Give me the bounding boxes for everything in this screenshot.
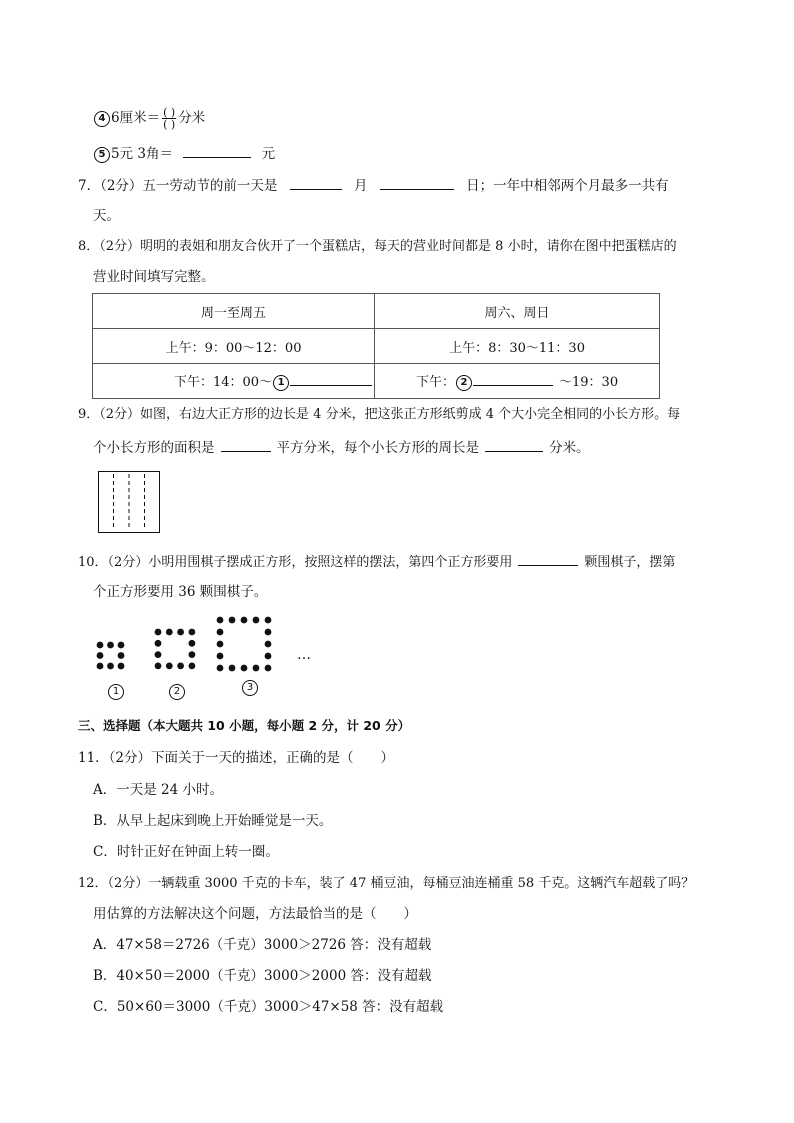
go-stone <box>107 642 114 649</box>
go-stone <box>217 617 224 624</box>
afternoon-weekend-cell <box>375 364 660 399</box>
q9-line2-b: 平方分米，每个小长方形的周长是 <box>276 440 479 456</box>
q11-option-a: A．一天是 24 小时。 <box>93 782 224 798</box>
fraction-denominator: ( ) <box>163 118 176 131</box>
go-stone <box>189 640 196 647</box>
section-3-title: 三、选择题（本大题共 10 小题，每小题 2 分，计 20 分） <box>78 718 411 733</box>
go-stone <box>97 642 104 649</box>
figure-label-3 <box>241 680 259 696</box>
q6-item5 <box>93 143 275 164</box>
circled-number-1: 1 <box>108 684 124 700</box>
q7-line2: 天。 <box>93 208 120 224</box>
dot-square-2 <box>155 629 196 670</box>
q6-item4 <box>93 107 205 130</box>
dot-square-3 <box>217 617 272 672</box>
go-stone <box>155 629 162 636</box>
go-stone <box>97 652 104 659</box>
q7-line1 <box>78 175 669 196</box>
header-weekend: 周六、周日 <box>375 294 660 329</box>
afternoon-weekend-prefix: 下午： <box>415 375 455 391</box>
go-stone <box>229 665 236 672</box>
circled-number-2: 2 <box>169 684 185 700</box>
go-stone <box>118 642 125 649</box>
circled-number-2: 2 <box>456 375 472 391</box>
q9-line2-a: 个小长方形的面积是 <box>93 440 215 456</box>
go-stone <box>97 663 104 670</box>
go-stone <box>265 617 272 624</box>
afternoon-weekday-cell <box>93 364 375 399</box>
circled-number-3: 3 <box>242 680 258 696</box>
q10-line2: 个正方形要用 36 颗围棋子。 <box>93 584 268 600</box>
go-stone <box>265 641 272 648</box>
answer-blank-day[interactable] <box>380 175 454 190</box>
business-hours-table <box>92 293 660 399</box>
q6-item4-unit: 分米 <box>178 110 206 126</box>
morning-weekday: 上午：9：00～12：00 <box>93 329 375 364</box>
fraction-blank <box>162 107 176 130</box>
go-stone-squares-diagram <box>90 612 330 682</box>
table-row-morning <box>93 329 660 364</box>
q12-stem: 12．（2分）一辆载重 3000 千克的卡车，装了 47 桶豆油，每桶豆油连桶重 58 千克。这辆汽车超载了吗？ <box>78 876 695 891</box>
q8-line1: 8．（2分）明明的表姐和朋友合伙开了一个蛋糕店，每天的营业时间都是 8 小时，请你在图中把蛋糕店的 <box>78 239 677 254</box>
figure-label-2 <box>168 684 186 700</box>
go-stone <box>155 663 162 670</box>
q12-option-c: C．50×60＝3000（千克）3000＞47×58 答：没有超载 <box>93 999 444 1015</box>
answer-blank-1[interactable] <box>290 371 372 386</box>
circled-number-5: 5 <box>94 147 110 163</box>
go-stone <box>189 629 196 636</box>
go-stone <box>265 665 272 672</box>
answer-blank-2[interactable] <box>473 371 553 386</box>
go-stone <box>253 617 260 624</box>
go-stone <box>217 629 224 636</box>
answer-blank-stones[interactable] <box>518 551 578 566</box>
go-stone <box>118 652 125 659</box>
q6-item4-label: 6厘米＝ <box>111 110 161 126</box>
q11-stem: 11．（2分）下面关于一天的描述，正确的是（ ） <box>78 750 395 766</box>
q10-line1 <box>78 551 675 573</box>
go-stone <box>166 663 173 670</box>
q8-line2: 营业时间填写完整。 <box>93 269 215 285</box>
q7-prefix: 7．（2分）五一劳动节的前一天是 <box>78 178 278 194</box>
go-stone <box>241 665 248 672</box>
q12-stem2: 用估算的方法解决这个问题，方法最恰当的是（ ） <box>93 906 417 922</box>
go-stone <box>118 663 125 670</box>
afternoon-weekday-prefix: 下午：14：00～ <box>173 375 273 391</box>
circled-number-4: 4 <box>94 111 110 127</box>
go-stone <box>155 640 162 647</box>
q7-month: 月 <box>354 178 368 194</box>
go-stone <box>265 629 272 636</box>
figure-label-1 <box>107 684 125 700</box>
square-cut-diagram <box>98 471 160 533</box>
go-stone <box>189 651 196 658</box>
dot-square-1 <box>97 642 125 670</box>
q9-line1: 9．（2分）如图，右边大正方形的边长是 4 分米，把这张正方形纸剪成 4 个大小完全相同的小长方形。每 <box>78 407 681 422</box>
go-stone <box>217 665 224 672</box>
answer-blank[interactable] <box>183 143 251 158</box>
q11-option-c: C．时针正好在钟面上转一圈。 <box>93 844 279 860</box>
go-stone <box>241 617 248 624</box>
go-stone <box>155 651 162 658</box>
answer-blank-perimeter[interactable] <box>485 437 543 452</box>
morning-weekend: 上午：8：30～11：30 <box>375 329 660 364</box>
q10-line1-b: 颗围棋子，摆第 <box>584 555 676 570</box>
q7-day-text: 日；一年中相邻两个月最多一共有 <box>466 178 669 194</box>
q10-line1-a: 10．（2分）小明用围棋子摆成正方形，按照这样的摆法，第四个正方形要用 <box>78 555 513 570</box>
go-stone <box>217 653 224 660</box>
go-stone <box>229 617 236 624</box>
go-stone <box>177 663 184 670</box>
q6-item5-unit: 元 <box>261 146 276 162</box>
go-stone <box>265 653 272 660</box>
afternoon-weekend-suffix: ～19：30 <box>559 375 619 391</box>
go-stone <box>107 663 114 670</box>
q9-line2 <box>93 437 590 458</box>
go-stone <box>217 641 224 648</box>
header-weekday: 周一至周五 <box>93 294 375 329</box>
q11-option-b: B．从早上起床到晚上开始睡觉是一天。 <box>93 813 333 829</box>
q12-option-b: B．40×50＝2000（千克）3000＞2000 答：没有超载 <box>93 968 432 984</box>
fraction-numerator: ( ) <box>163 106 176 119</box>
answer-blank-month[interactable] <box>290 175 342 190</box>
q9-line2-c: 分米。 <box>549 440 590 456</box>
q6-item5-text: 5元 3角＝ <box>111 146 173 162</box>
circled-number-1: 1 <box>273 375 289 391</box>
ellipsis: … <box>297 647 311 663</box>
table-row-afternoon <box>93 364 660 399</box>
go-stone <box>166 629 173 636</box>
go-stone <box>189 663 196 670</box>
go-stone <box>177 629 184 636</box>
go-stone <box>253 665 260 672</box>
q12-option-a: A．47×58＝2726（千克）3000＞2726 答：没有超载 <box>93 937 432 953</box>
table-header-row <box>93 294 660 329</box>
answer-blank-area[interactable] <box>221 437 271 452</box>
